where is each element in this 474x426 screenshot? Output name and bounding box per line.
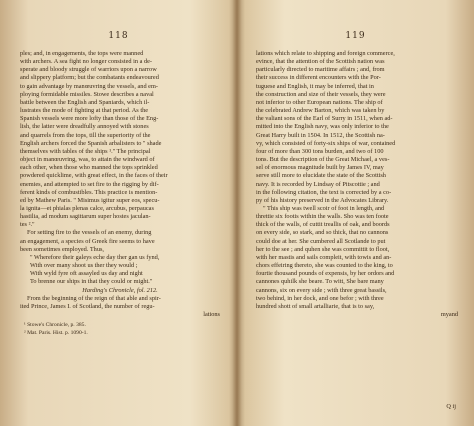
text-line: English archers forced the Spanish arbalisters to " shade xyxy=(20,139,162,147)
text-line: ited Prince, James I. of Scotland, the number of regu- xyxy=(20,302,155,310)
text-line: been sometimes employed. Thus, xyxy=(20,245,105,253)
text-line: battle between the English and Spaniards, which il- xyxy=(20,98,150,106)
text-line: tons. But the description of the Great Michael, a ves- xyxy=(256,156,390,164)
text-line: hundred shott of small artalliarie, that is to say, xyxy=(256,302,375,310)
page-number-left: 118 xyxy=(108,31,129,41)
text-line: particularly directed to maritime affairs ; and, from xyxy=(256,66,385,74)
footnote: ¹ Stowe's Chronicle, p. 385. xyxy=(24,322,86,329)
text-line: ploying formidable missiles. Stowe describes a naval xyxy=(20,90,154,98)
text-line: two behind, in her dock, and one befor ; with three xyxy=(256,294,384,302)
footnotes xyxy=(20,322,220,337)
text-line: her to the see ; and quhen she was committit to floot, xyxy=(256,245,390,253)
text-line: vy, which consisted of forty-six ships of war, contained xyxy=(256,139,396,147)
verse-line: With over many shoot us ther they would ; xyxy=(30,262,138,270)
text-line: ferent kinds of combustibles. This practice is mention- xyxy=(20,188,158,196)
page-number-right: 119 xyxy=(345,31,366,41)
signature-mark: Q ij xyxy=(446,403,456,410)
text-line: py of his history preserved in the Advocates Library. xyxy=(256,196,389,204)
text-line: evince, that the attention of the Scottish nation was xyxy=(256,58,385,66)
text-line: ed by Mathew Paris. " Misimus igitur super eos, specu- xyxy=(20,196,160,204)
text-line: From the beginning of the reign of that able and spir- xyxy=(27,294,161,302)
text-line: lish, the latter were dreadfully annoyed with stones xyxy=(20,123,149,131)
text-line: Great Harry built in 1504. In 1512, the Scottish na- xyxy=(256,131,385,139)
text-line: powdered quicklime, with great effect, in the faces of their xyxy=(20,172,168,180)
text-line: serve still more to elucidate the state of the Scottish xyxy=(256,172,386,180)
text-line: mitted into the English navy, was only inferior to the xyxy=(256,123,389,131)
text-line: with archers. A sea fight no longer consisted in a de- xyxy=(20,58,153,66)
text-line: enemies, and attempted to set fire to the rigging by dif- xyxy=(20,180,159,188)
text-line: sel of enormous magnitude built by James IV, may xyxy=(256,164,384,172)
text-line: four of more than 300 tons burden, and two of 100 xyxy=(256,147,384,155)
text-line: an engagement, a species of Greek fire seems to have xyxy=(20,237,155,245)
text-line: tuguese and English, it may be inferred, that in xyxy=(256,82,374,90)
catchword: myand xyxy=(440,311,458,318)
text-line: lustrates the mode of fighting at that period. As the xyxy=(20,107,149,115)
text-line: sperate and bloody struggle of warriors upon a narrow xyxy=(20,66,157,74)
right-page-text xyxy=(256,50,458,319)
right-page xyxy=(237,0,474,426)
footnote: ² Mat. Paris. Hist. p. 1090-1. xyxy=(24,329,88,336)
text-line: hastilia, ad modum sagittarum super hostes jaculan- xyxy=(20,213,151,221)
text-line: with her mastis and sails compleit, with towis and an- xyxy=(256,253,392,261)
verse-line: " Wherefore their galeys eche day ther gan us fynd, xyxy=(30,253,160,261)
text-line: the celebrated Andrew Barton, which was taken by xyxy=(256,107,385,115)
text-line: Spanish vessels were more lofty than those of the Eng- xyxy=(20,115,159,123)
catchword: lations xyxy=(203,311,220,318)
text-line: cannones quhilk she beare. To witt, She bare many xyxy=(256,278,384,286)
left-page-text xyxy=(20,50,220,337)
text-line: to gain advantage by manœuvring the vessels, and em- xyxy=(20,82,158,90)
text-line: the valiant sons of the Earl of Surry in 1511, when ad- xyxy=(256,115,393,123)
text-line: " This ship was twell scoir of foot in length, and xyxy=(263,204,385,212)
text-line: tes ²." xyxy=(20,221,35,229)
verse-line: To brenne our ships in that they could or might." xyxy=(30,278,153,286)
citation: Harding's Chronicle, fol. 212. xyxy=(82,286,158,294)
text-line: fourtie thousand pounds of expensis, by her ordors and xyxy=(256,270,395,278)
text-line: cannons, six on every side ; with three great bassils, xyxy=(256,286,387,294)
text-line: and slippery platform; but the combatants endeavoured xyxy=(20,74,159,82)
text-line: could doe at her. She cumbered all Scotlande to put xyxy=(256,237,386,245)
text-line: navy. It is recorded by Lindsay of Pitscottie ; and xyxy=(256,180,380,188)
text-line: their success in different encounters with the Por- xyxy=(256,74,381,82)
text-line: each other, when those who manned the tops sprinkled xyxy=(20,164,158,172)
text-line: on every side, so stark, and so thick, that no cannons xyxy=(256,229,389,237)
text-line: lations which relate to shipping and foreign commerce, xyxy=(256,50,395,57)
text-line: themselves with tables of the ships ¹." The principal xyxy=(20,147,151,155)
text-line: object in manœuvring, was, to attain the windward of xyxy=(20,156,155,164)
text-line: threttie six footis within the walls. Sho was ten foote xyxy=(256,213,389,221)
text-line: ples; and, in engagements, the tops were manned xyxy=(20,50,144,57)
text-line: la ignita—et phialas plenas calce, arcubus, perpaucas xyxy=(20,204,154,212)
text-line: not inferior to other European nations. The ship of xyxy=(256,98,383,106)
text-line: the construction and size of their vessels, they were xyxy=(256,90,386,98)
text-line: thick of the walls, of cuttit treallis of oak, and boords xyxy=(256,221,390,229)
text-line: For setting fire to the vessels of an enemy, during xyxy=(27,229,152,237)
verse-line: With wyld fyre oft assayled us day and night xyxy=(30,270,143,278)
text-line: in the following citation, the text is corrected by a co- xyxy=(256,188,392,196)
text-line: and quarrels from the tops, till the superiority of the xyxy=(20,131,151,139)
text-line: chors effeiring thereto, she was counted to the king, to xyxy=(256,262,393,270)
